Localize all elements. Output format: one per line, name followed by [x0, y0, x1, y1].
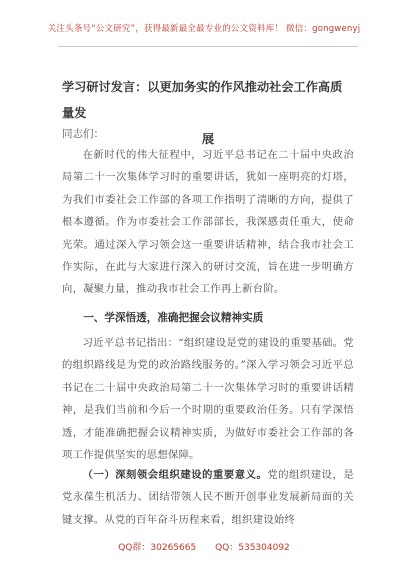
subsection-heading: （一）深刻领会组织建设的重要意义。	[82, 469, 268, 481]
salutation: 同志们：	[62, 128, 104, 140]
section-heading: 一、学深悟透，准确把握会议精神实质	[83, 312, 264, 324]
paragraph-intro: 在新时代的伟大征程中，习近平总书记在二十届中央政治局第二十一次集体学习时的重要讲话，犹如一座明亮的灯塔，为我们市委社会工作部的各项工作指明了清晰的方向，提供了根本遵循。作为市委社会工作部部长，我深感责任重大，使命光荣。通过深入学习领会这一重要讲话精神，结合我市社会工作实际，在此与大家进行深入的研讨交流，旨在进一步明确方向，凝聚力量，推动我市社会工作再上新台阶。	[62, 149, 354, 296]
title-line-1: 学习研讨发言：以更加务实的作风推动社会工作高质量发	[62, 80, 343, 120]
document-title	[62, 74, 354, 152]
footer-qq: QQ：535304092	[215, 543, 290, 553]
subsection-text: 党的组织建设，是党永葆生机活力、团结带领人民不断开创事业发展新局面的关键支撑。从党的百年奋斗历程来看，组织建设始终	[62, 469, 354, 526]
header-divider	[58, 46, 358, 47]
header-banner: 关注头条号“公文研究”，获得最新最全最专业的公文资料库！ 微信：gongwenyj	[47, 24, 361, 34]
paragraph-quote: 习近平总书记指出：“组织建设是党的建设的重要基础。党的组织路线是为党的政治路线服务的。”深入学习领会习近平总书记在二十届中央政治局第二十一次集体学习时的重要讲话精神，是我们当前和今后一个时期的重要政治任务。只有学深悟透，才能准确把握会议精神实质，为做好市委社会工作部的各项工作提供坚实的思想保障。	[62, 337, 354, 462]
footer-qq-group: QQ群：30265665	[118, 543, 197, 553]
title-line-2: 展	[201, 132, 215, 146]
footer-contact	[0, 540, 408, 553]
paragraph-subsection	[62, 464, 354, 531]
